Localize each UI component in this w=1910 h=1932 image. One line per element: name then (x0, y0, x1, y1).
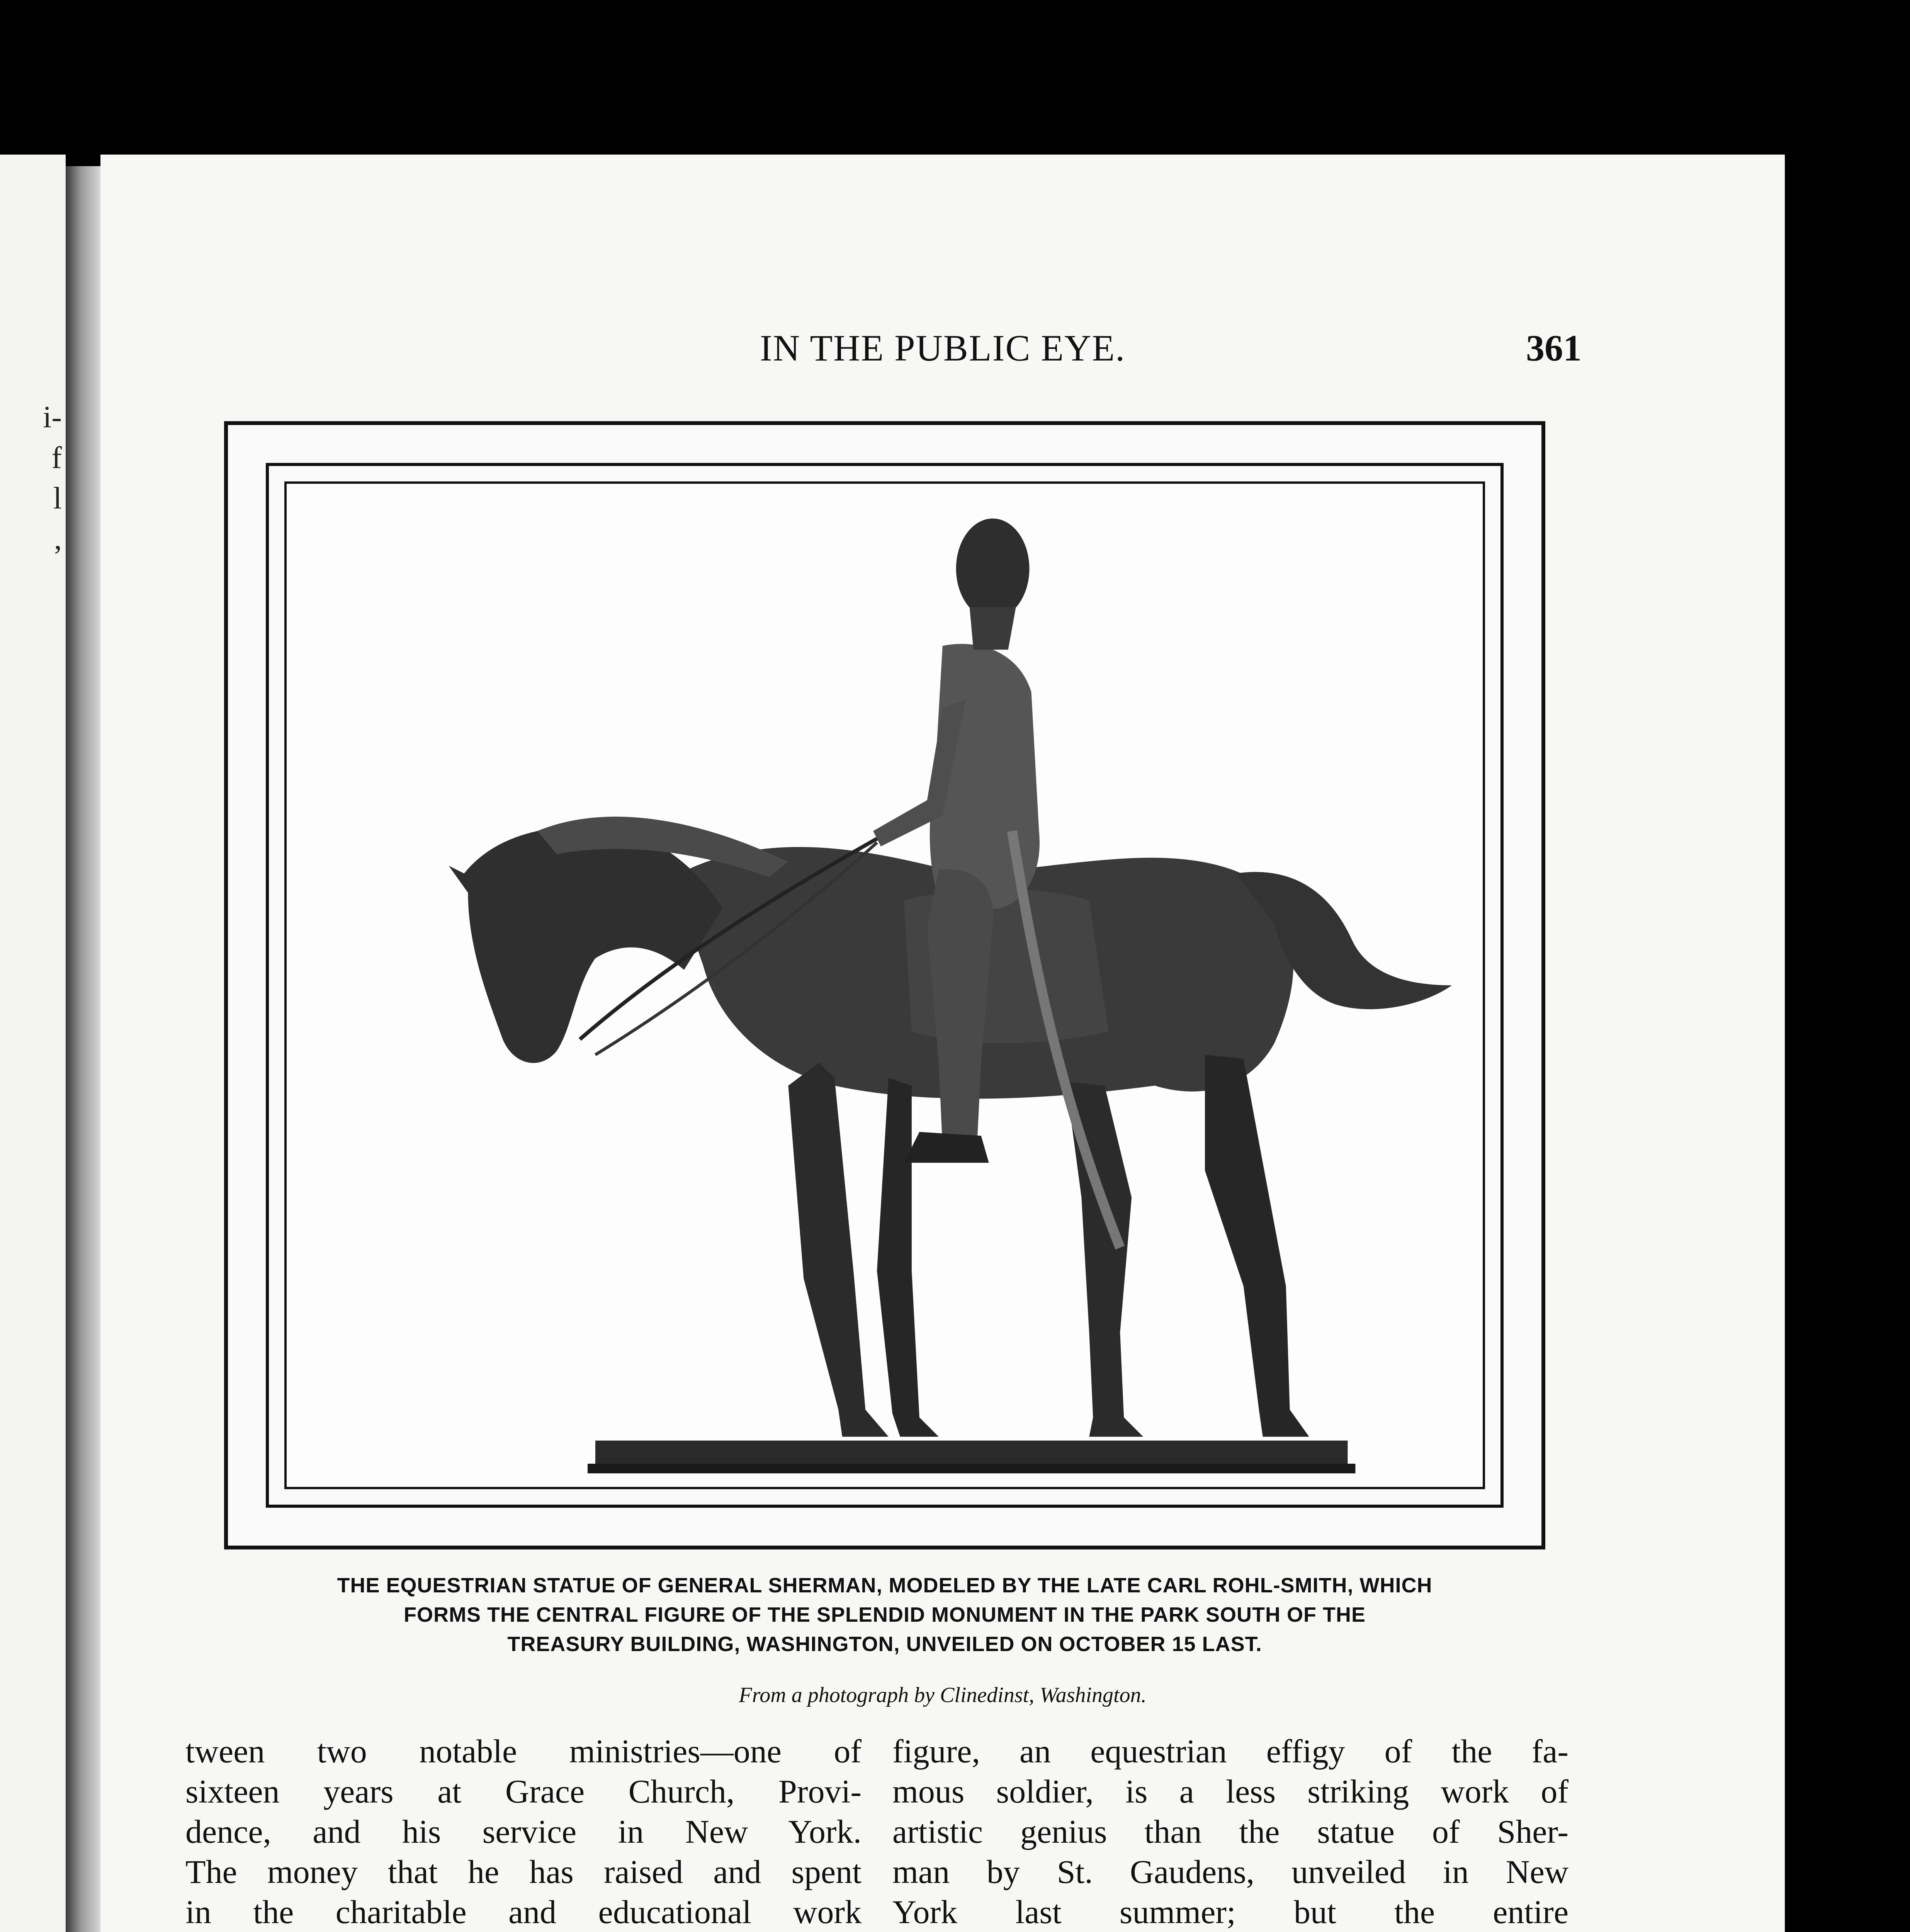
statue-photograph (284, 481, 1485, 1489)
facing-page-fragment: f (51, 441, 62, 475)
text-line: York last summer; but the entire (892, 1893, 1568, 1930)
magazine-page (100, 155, 1785, 1932)
caption-line: TREASURY BUILDING, WASHINGTON, UNVEILED ON OCTOBER 15 LAST. (507, 1633, 1262, 1656)
text-line: tween two notable ministries—one of (185, 1733, 862, 1770)
text-line: dence, and his service in New York. (185, 1813, 862, 1850)
caption-line: FORMS THE CENTRAL FIGURE OF THE SPLENDID MONUMENT IN THE PARK SOUTH OF THE (404, 1603, 1366, 1626)
figure-caption (209, 1571, 1561, 1659)
text-line: man by St. Gaudens, unveiled in New (892, 1853, 1568, 1890)
text-line: The money that he has raised and spent (185, 1853, 862, 1890)
photo-frame (224, 421, 1545, 1549)
text-line: mous soldier, is a less striking work of (892, 1773, 1568, 1810)
equestrian-statue-illustration (287, 484, 1483, 1487)
facing-page-fragment: i- (43, 400, 62, 434)
running-head: IN THE PUBLIC EYE. (760, 327, 1126, 369)
text-line: figure, an equestrian effigy of the fa- (892, 1733, 1568, 1770)
facing-page-fragment: l (53, 481, 62, 515)
left-column (185, 1731, 862, 1932)
facing-page-edge (0, 155, 66, 1932)
paragraph (185, 1731, 862, 1932)
page-gutter-shadow (66, 166, 100, 1932)
page-number: 361 (1526, 327, 1582, 369)
photo-inner-border (266, 463, 1504, 1508)
text-line: artistic genius than the statue of Sher- (892, 1813, 1568, 1850)
paragraph (892, 1731, 1568, 1932)
text-line: sixteen years at Grace Church, Provi- (185, 1773, 862, 1810)
photo-credit: From a photograph by Clinedinst, Washington. (739, 1683, 1147, 1707)
text-line: in the charitable and educational work (185, 1893, 862, 1930)
caption-line: THE EQUESTRIAN STATUE OF GENERAL SHERMAN, MODELED BY THE LATE CARL ROHL-SMITH, WHICH (337, 1574, 1432, 1597)
right-column (892, 1731, 1568, 1932)
facing-page-fragment: , (54, 522, 62, 556)
